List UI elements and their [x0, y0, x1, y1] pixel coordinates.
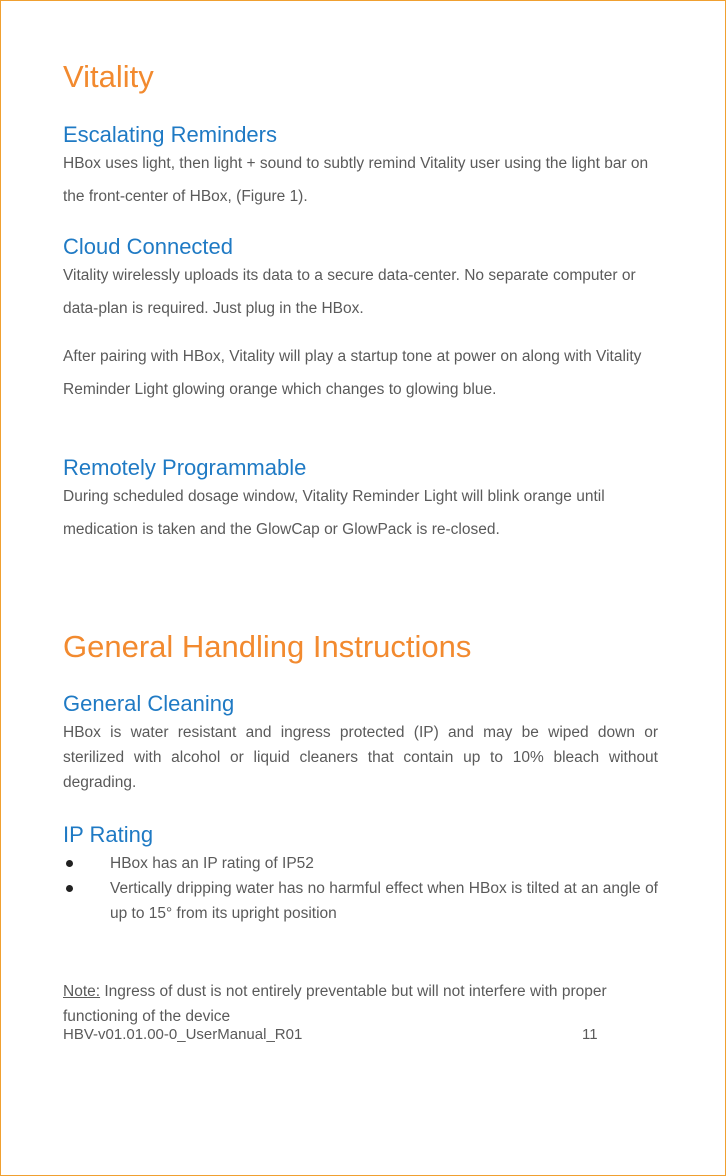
heading-escalating-reminders: Escalating Reminders: [63, 122, 277, 147]
list-item-text: Vertically dripping water has no harmful effect when HBox is tilted at an angle of up to 15° from its upright position: [110, 880, 658, 922]
paragraph-cloud-pairing: After pairing with HBox, Vitality will play a startup tone at power on along with Vitality Reminder Light glowing orange which changes to glowing blue.: [63, 348, 642, 398]
paragraph-cloud-connected: Vitality wirelessly uploads its data to a secure data-center. No separate computer or data-plan is required. Just plug in the HBox.: [63, 267, 636, 317]
paragraph-escalating-reminders: HBox uses light, then light + sound to subtly remind Vitality user using the light bar on the front-center of HBox, (Figure 1).: [63, 155, 649, 205]
list-item-text: HBox has an IP rating of IP52: [110, 855, 314, 872]
page-title: Vitality: [63, 59, 154, 94]
heading-remotely-programmable: Remotely Programmable: [63, 455, 307, 480]
bullet-icon: [66, 860, 73, 867]
heading-cloud-connected: Cloud Connected: [63, 234, 234, 259]
note-paragraph: [63, 979, 656, 1029]
ip-rating-list: [63, 851, 658, 926]
paragraph-remotely-programmable: During scheduled dosage window, Vitality Reminder Light will blink orange until medication is taken and the GlowCap or GlowPack is re-closed.: [63, 488, 605, 538]
section-title-general-handling: General Handling Instructions: [63, 629, 472, 664]
list-item: [63, 851, 658, 876]
heading-general-cleaning: General Cleaning: [63, 691, 235, 716]
footer-page-number: 11: [582, 1026, 598, 1043]
bullet-icon: [66, 885, 73, 892]
heading-ip-rating: IP Rating: [63, 822, 154, 847]
note-label: Note:: [63, 983, 101, 1000]
footer-document-id: HBV-v01.01.00-0_UserManual_R01: [63, 1026, 303, 1043]
list-item: [63, 876, 658, 926]
paragraph-general-cleaning: HBox is water resistant and ingress protected (IP) and may be wiped down or sterilized with alcohol or liquid cleaners that contain up to 10% bleach without degrading.: [63, 724, 658, 791]
note-text: Ingress of dust is not entirely preventable but will not interfere with proper functioning of the device: [63, 983, 607, 1025]
